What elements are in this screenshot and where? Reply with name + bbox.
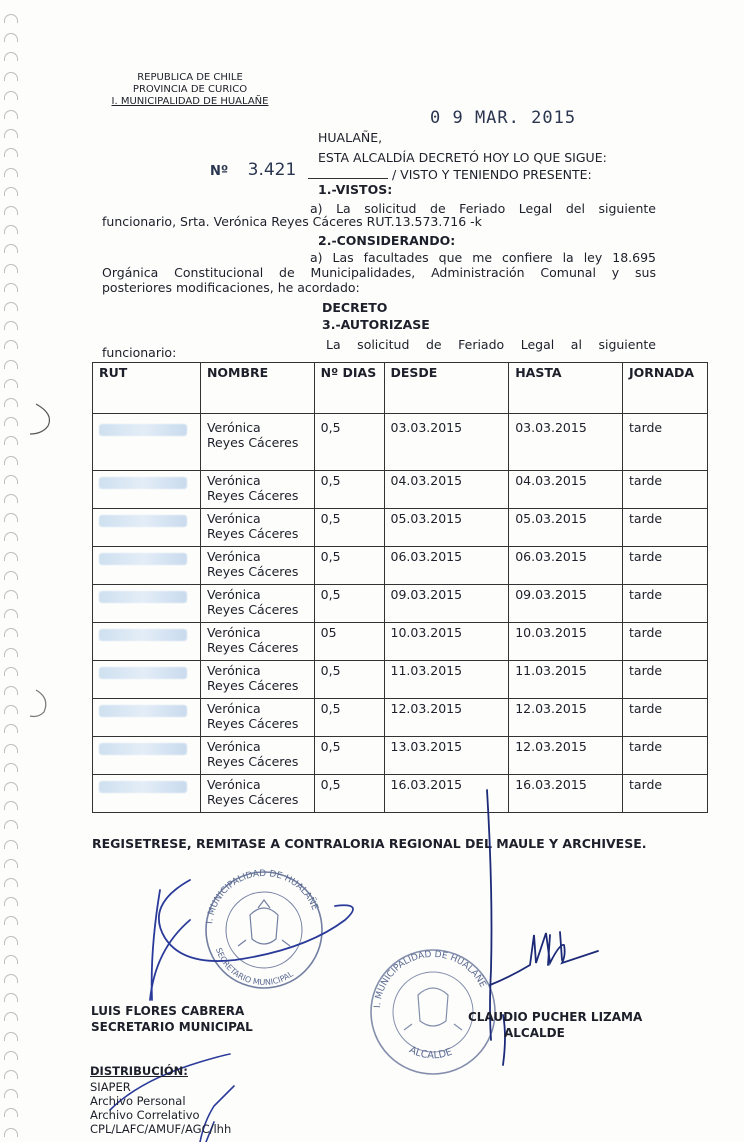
distribution (90, 1064, 231, 1136)
cell-desde: 12.03.2015 (384, 699, 509, 737)
binder-hole (4, 398, 18, 407)
binder-hole (4, 628, 18, 637)
binder-hole (4, 993, 18, 1002)
letterhead (100, 72, 280, 108)
decreto-title: DECRETO (322, 300, 388, 315)
binder-hole (4, 206, 18, 215)
binder-hole (4, 705, 18, 714)
seal-right-bottom-text: ALCALDE (407, 1044, 454, 1062)
cell-nombre (200, 661, 314, 699)
col-header-dias: Nº DIAS (314, 363, 384, 414)
cell-desde: 16.03.2015 (384, 775, 509, 813)
binder-hole (4, 590, 18, 599)
nombre-first: Verónica (206, 625, 261, 640)
nombre-first: Verónica (206, 511, 261, 526)
table-row (93, 699, 708, 737)
cell-dias: 05 (314, 623, 384, 661)
binder-hole (4, 1032, 18, 1041)
cell-nombre (200, 414, 314, 471)
binder-hole (4, 1128, 18, 1137)
cell-nombre (200, 509, 314, 547)
table-row (93, 414, 708, 471)
nombre-last: Reyes Cáceres (206, 602, 299, 617)
col-header-nombre: NOMBRE (200, 363, 314, 414)
visto-text: / VISTO Y TENIENDO PRESENTE: (392, 167, 592, 182)
nombre-last: Reyes Cáceres (206, 678, 299, 693)
col-header-hasta: HASTA (509, 363, 623, 414)
binder-hole (4, 14, 18, 23)
binder-hole (4, 936, 18, 945)
cell-hasta: 04.03.2015 (509, 471, 623, 509)
binder-hole (4, 532, 18, 541)
place-text: HUALAÑE, (318, 130, 383, 145)
binder-hole (4, 148, 18, 157)
letterhead-municipality: I. MUNICIPALIDAD DE HUALAÑE (111, 96, 269, 107)
distribution-title: DISTRIBUCIÓN: (90, 1064, 188, 1078)
cell-nombre (200, 699, 314, 737)
cell-dias: 0,5 (314, 414, 384, 471)
cell-rut (93, 414, 201, 471)
binder-hole (4, 52, 18, 61)
binder-hole (4, 379, 18, 388)
distribution-item: Archivo Correlativo (90, 1108, 200, 1122)
nombre-first: Verónica (206, 420, 261, 435)
nombre-last: Reyes Cáceres (206, 716, 299, 731)
cell-desde: 09.03.2015 (384, 585, 509, 623)
nombre-last: Reyes Cáceres (206, 640, 299, 655)
cell-desde: 05.03.2015 (384, 509, 509, 547)
autorizase-line2: funcionario: (102, 345, 177, 360)
binder-hole (4, 859, 18, 868)
letterhead-country: REPUBLICA DE CHILE (137, 72, 243, 83)
cell-jornada: tarde (623, 699, 708, 737)
col-header-desde: DESDE (384, 363, 509, 414)
binder-hole (4, 110, 18, 119)
margin-mark (30, 690, 46, 717)
binder-hole (4, 552, 18, 561)
binder-hole (4, 744, 18, 753)
cell-hasta: 06.03.2015 (509, 547, 623, 585)
vistos-line1: a) La solicitud de Feriado Legal del siguiente (310, 201, 656, 216)
cell-nombre (200, 471, 314, 509)
redacted-rut (99, 781, 187, 793)
autorizase-line1: La solicitud de Feriado Legal al siguiente (326, 337, 656, 352)
binder-hole (4, 571, 18, 580)
table-row (93, 737, 708, 775)
cell-hasta: 16.03.2015 (509, 775, 623, 813)
municipal-seal-secretary (206, 872, 322, 988)
seal-right-top-text: I. MUNICIPALIDAD DE HUALAÑE (373, 949, 488, 1009)
redacted-rut (99, 477, 187, 489)
binder-hole (4, 302, 18, 311)
binder-hole (4, 686, 18, 695)
cell-jornada: tarde (623, 509, 708, 547)
cell-nombre (200, 623, 314, 661)
considerando-line3: posteriores modificaciones, he acordado: (102, 280, 360, 295)
table-row (93, 547, 708, 585)
seal-left-top-text: I. MUNICIPALIDAD DE HUALAÑE (205, 868, 320, 925)
table-row (93, 509, 708, 547)
binder-hole (4, 475, 18, 484)
cell-rut (93, 699, 201, 737)
cell-jornada: tarde (623, 661, 708, 699)
nombre-last: Reyes Cáceres (206, 435, 299, 450)
cell-jornada: tarde (623, 547, 708, 585)
binder-hole (4, 417, 18, 426)
cell-rut (93, 585, 201, 623)
cell-hasta: 09.03.2015 (509, 585, 623, 623)
binder-hole (4, 897, 18, 906)
binder-hole (4, 225, 18, 234)
binder-hole (4, 456, 18, 465)
redacted-rut (99, 705, 187, 717)
leave-table (92, 362, 708, 813)
binder-hole (4, 264, 18, 273)
autorizase-title: 3.-AUTORIZASE (322, 317, 430, 332)
date-stamp: 0 9 MAR. 2015 (430, 108, 577, 128)
cell-desde: 06.03.2015 (384, 547, 509, 585)
table-row (93, 661, 708, 699)
considerando-line2: Orgánica Constitucional de Municipalidades, Administración Comunal y sus (102, 265, 656, 280)
signer-left-name: LUIS FLORES CABRERA (91, 1004, 245, 1018)
distribution-item: CPL/LAFC/AMUF/AGC/lhh (90, 1122, 232, 1136)
cell-jornada: tarde (623, 737, 708, 775)
cell-jornada: tarde (623, 414, 708, 471)
redacted-rut (99, 667, 187, 679)
binder-hole (4, 340, 18, 349)
binder-hole (4, 321, 18, 330)
cell-dias: 0,5 (314, 661, 384, 699)
letterhead-province: PROVINCIA DE CURICO (132, 84, 248, 95)
binder-hole (4, 513, 18, 522)
decree-number (210, 160, 296, 180)
binder-hole (4, 91, 18, 100)
nombre-first: Verónica (206, 663, 261, 678)
binder-hole (4, 1108, 18, 1117)
seal-left-bottom-text: SECRETARIO MUNICIPAL (213, 946, 295, 988)
cell-desde: 03.03.2015 (384, 414, 509, 471)
cell-desde: 04.03.2015 (384, 471, 509, 509)
cell-rut (93, 737, 201, 775)
cell-dias: 0,5 (314, 775, 384, 813)
binder-hole (4, 129, 18, 138)
binder-hole (4, 1089, 18, 1098)
binder-hole (4, 72, 18, 81)
signer-left (91, 1003, 253, 1035)
redacted-rut (99, 743, 187, 755)
nombre-first: Verónica (206, 701, 261, 716)
binder-hole (4, 244, 18, 253)
redacted-rut (99, 553, 187, 565)
decree-number-value: 3.421 (247, 160, 297, 180)
binder-hole (4, 667, 18, 676)
binder-hole (4, 609, 18, 618)
nombre-first: Verónica (206, 587, 261, 602)
cell-jornada: tarde (623, 623, 708, 661)
table-row (93, 585, 708, 623)
vistos-title: 1.-VISTOS: (318, 182, 393, 197)
signer-left-title: SECRETARIO MUNICIPAL (91, 1020, 253, 1034)
binder-hole (4, 1051, 18, 1060)
nombre-first: Verónica (206, 549, 261, 564)
cell-rut (93, 775, 201, 813)
col-header-rut: RUT (93, 363, 201, 414)
cell-dias: 0,5 (314, 471, 384, 509)
binder-hole (4, 33, 18, 42)
table-row (93, 775, 708, 813)
binder-hole (4, 820, 18, 829)
binder-hole (4, 801, 18, 810)
binder-hole (4, 840, 18, 849)
nombre-last: Reyes Cáceres (206, 792, 299, 807)
binder-hole (4, 974, 18, 983)
binder-hole (4, 168, 18, 177)
cell-desde: 10.03.2015 (384, 623, 509, 661)
cell-hasta: 03.03.2015 (509, 414, 623, 471)
cell-rut (93, 547, 201, 585)
binder-hole (4, 283, 18, 292)
table-row (93, 623, 708, 661)
cell-hasta: 05.03.2015 (509, 509, 623, 547)
signer-right-title: ALCALDE (504, 1026, 565, 1040)
binder-hole (4, 1070, 18, 1079)
closing-text: REGISETRESE, REMITASE A CONTRALORIA REGIONAL DEL MAULE Y ARCHIVESE. (92, 836, 647, 851)
cell-nombre (200, 737, 314, 775)
redacted-rut (99, 515, 187, 527)
considerando-line1: a) Las facultades que me confiere la ley 18.695 (310, 250, 656, 265)
binder-hole (4, 916, 18, 925)
binder-hole (4, 648, 18, 657)
binder-hole (4, 187, 18, 196)
cell-rut (93, 661, 201, 699)
cell-nombre (200, 547, 314, 585)
table-header-row (93, 363, 708, 414)
cell-rut (93, 623, 201, 661)
nombre-first: Verónica (206, 777, 261, 792)
vistos-line2: funcionario, Srta. Verónica Reyes Cáceres RUT.13.573.716 -k (102, 214, 482, 229)
margin-mark (30, 404, 50, 434)
nombre-first: Verónica (206, 473, 261, 488)
nombre-last: Reyes Cáceres (206, 564, 299, 579)
decree-prefix: Nº (210, 164, 229, 179)
binder-hole (4, 1012, 18, 1021)
col-header-jornada: JORNADA (623, 363, 708, 414)
cell-nombre (200, 775, 314, 813)
signature-secretary (150, 880, 353, 1000)
nombre-last: Reyes Cáceres (206, 526, 299, 541)
distribution-item: SIAPER (90, 1080, 131, 1094)
cell-nombre (200, 585, 314, 623)
cell-desde: 13.03.2015 (384, 737, 509, 775)
cell-rut (93, 509, 201, 547)
nombre-first: Verónica (206, 739, 261, 754)
cell-dias: 0,5 (314, 737, 384, 775)
considerando-title: 2.-CONSIDERANDO: (318, 233, 456, 248)
decree-underline (308, 178, 388, 179)
distribution-item: Archivo Personal (90, 1094, 186, 1108)
cell-dias: 0,5 (314, 585, 384, 623)
cell-hasta: 12.03.2015 (509, 737, 623, 775)
cell-desde: 11.03.2015 (384, 661, 509, 699)
binder-hole (4, 955, 18, 964)
signer-right-name: CLAUDIO PUCHER LIZAMA (468, 1010, 643, 1024)
cell-dias: 0,5 (314, 547, 384, 585)
redacted-rut (99, 591, 187, 603)
binder-hole (4, 494, 18, 503)
binder-hole (4, 878, 18, 887)
cell-jornada: tarde (623, 585, 708, 623)
cell-jornada: tarde (623, 775, 708, 813)
table-row (93, 471, 708, 509)
binder-hole (4, 436, 18, 445)
binder-holes (0, 0, 24, 1142)
nombre-last: Reyes Cáceres (206, 488, 299, 503)
binder-hole (4, 782, 18, 791)
binder-hole (4, 724, 18, 733)
nombre-last: Reyes Cáceres (206, 754, 299, 769)
redacted-rut (99, 424, 187, 436)
binder-hole (4, 763, 18, 772)
cell-hasta: 10.03.2015 (509, 623, 623, 661)
intro-text: ESTA ALCALDÍA DECRETÓ HOY LO QUE SIGUE: (318, 150, 607, 165)
redacted-rut (99, 629, 187, 641)
cell-dias: 0,5 (314, 509, 384, 547)
binder-hole (4, 360, 18, 369)
signer-right (468, 1009, 642, 1041)
cell-jornada: tarde (623, 471, 708, 509)
cell-hasta: 11.03.2015 (509, 661, 623, 699)
cell-dias: 0,5 (314, 699, 384, 737)
cell-hasta: 12.03.2015 (509, 699, 623, 737)
cell-rut (93, 471, 201, 509)
